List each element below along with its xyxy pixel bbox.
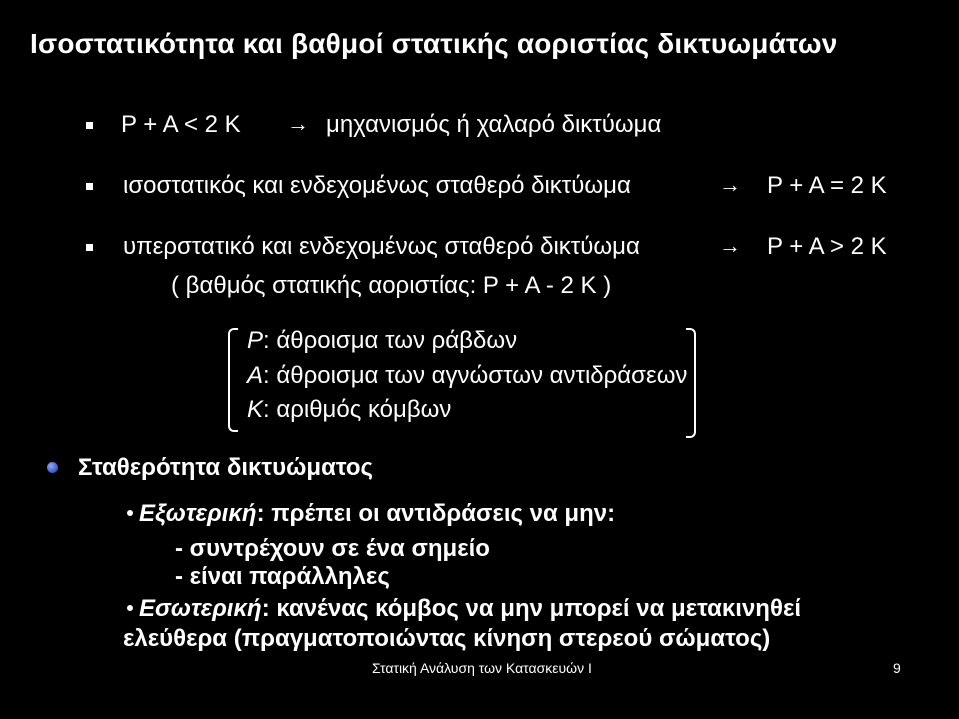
stability-heading: Σταθερότητα δικτυώματος <box>78 454 374 481</box>
external-item-2: - είναι παράλληλες <box>175 563 390 590</box>
definition-p: P: άθροισμα των ράβδων <box>247 327 518 354</box>
right-bracket <box>686 328 696 438</box>
bullet-square <box>86 122 93 129</box>
definition-a: A: άθροισμα των αγνώστων αντιδράσεων <box>247 362 688 389</box>
internal-stability-continued: ελεύθερα (πραγματοποιώντας κίνηση στερεού σώματος) <box>123 625 771 652</box>
arrow-icon: → <box>287 111 309 136</box>
external-stability: Εξωτερική: πρέπει οι αντιδράσεις να μην: <box>127 500 615 528</box>
rule-3-condition: P + A > 2 K <box>767 233 887 260</box>
internal-stability: Εσωτερική: κανένας κόμβος να μην μπορεί να μετακινηθεί <box>127 595 801 623</box>
round-bullet-icon <box>47 462 58 473</box>
rule-2-condition: P + A = 2 K <box>767 172 887 199</box>
arrow-icon: → <box>719 233 741 258</box>
bullet-square <box>86 244 93 251</box>
slide-title: Ισοστατικότητα και βαθμοί στατικής αοριστίας δικτυωμάτων <box>30 28 838 59</box>
definition-k: K: αριθμός κόμβων <box>247 396 452 423</box>
rule-1-condition: P + A < 2 K <box>121 111 241 138</box>
rule-3-note: ( βαθμός στατικής αοριστίας: P + A - 2 K ) <box>171 272 612 299</box>
rule-1-result: μηχανισμός ή χαλαρό δικτύωμα <box>326 111 662 138</box>
footer-course: Στατική Ανάλυση των Κατασκευών Ι <box>372 660 592 676</box>
page-number: 9 <box>893 660 901 676</box>
arrow-icon: → <box>719 172 741 197</box>
left-bracket <box>228 328 238 432</box>
rule-3-text: υπερστατικό και ενδεχομένως σταθερό δικτύωμα <box>123 233 640 260</box>
rule-2-text: ισοστατικός και ενδεχομένως σταθερό δικτύωμα <box>123 172 631 199</box>
external-item-1: - συντρέχουν σε ένα σημείο <box>175 535 490 562</box>
bullet-square <box>86 183 93 190</box>
